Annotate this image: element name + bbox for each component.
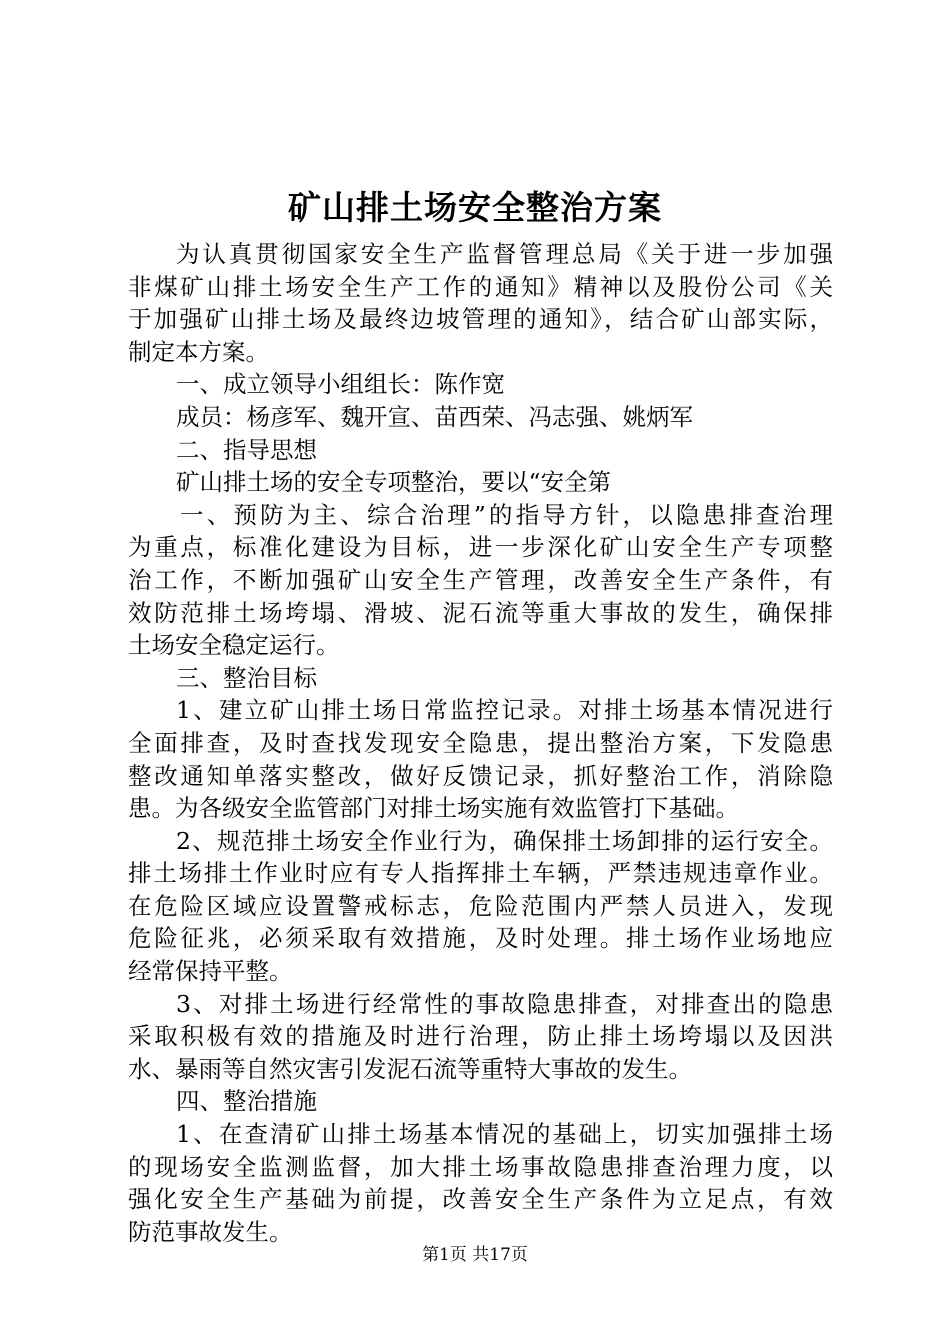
text-line: 治工作，不断加强矿山安全生产管理，改善安全生产条件，有 [128, 565, 833, 594]
text-line: 强化安全生产基础为前提，改善安全生产条件为立足点，有效 [128, 1185, 833, 1214]
text-line: 效防范排土场垮塌、滑坡、泥石流等重大事故的发生，确保排 [128, 598, 833, 627]
text-line: 土场安全稳定运行。 [128, 631, 340, 660]
text-line: 整改通知单落实整改，做好反馈记录，抓好整治工作，消除隐 [128, 761, 833, 790]
text-line: 的现场安全监测监督，加大排土场事故隐患排查治理力度，以 [128, 1152, 833, 1181]
text-line: 全面排查，及时查找发现安全隐患，提出整治方案，下发隐患 [128, 728, 833, 757]
text-line: 成员：杨彦军、魏开宣、苗西荣、冯志强、姚炳军 [176, 402, 693, 431]
text-line: 3、对排土场进行经常性的事故隐患排查，对排查出的隐患 [176, 989, 833, 1018]
page-number: 第1页 共17页 [422, 1245, 528, 1265]
document-body [128, 238, 833, 1248]
text-line: 为认真贯彻国家安全生产监督管理总局《关于进一步加强 [176, 240, 833, 268]
text-line: 经常保持平整。 [128, 957, 293, 986]
text-line: 1、在查清矿山排土场基本情况的基础上，切实加强排土场 [176, 1120, 833, 1149]
text-line: 采取积极有效的措施及时进行治理，防止排土场垮塌以及因洪 [128, 1022, 833, 1051]
text-line: 制定本方案。 [128, 337, 269, 366]
text-line: 为重点，标准化建设为目标，进一步深化矿山安全生产专项整 [128, 533, 833, 562]
text-line: 1、建立矿山排土场日常监控记录。对排土场基本情况进行 [176, 696, 833, 725]
text-line: 排土场排土作业时应有专人指挥排土车辆，严禁违规违章作业。 [128, 859, 833, 888]
text-line: 一、预防为主、综合治理”的指导方针，以隐患排查治理 [180, 500, 833, 529]
document-title: 矿山排土场安全整治方案 [288, 188, 662, 227]
text-line: 危险征兆，必须采取有效措施，及时处理。排土场作业场地应 [128, 924, 833, 953]
section-heading: 三、整治目标 [176, 663, 317, 692]
text-line: 水、暴雨等自然灾害引发泥石流等重特大事故的发生。 [128, 1054, 692, 1083]
section-heading: 一、成立领导小组组长：陈作宽 [176, 370, 505, 399]
text-line: 患。为各级安全监管部门对排土场实施有效监管打下基础。 [128, 794, 739, 823]
text-line: 防范事故发生。 [128, 1217, 293, 1246]
text-line: 在危险区域应设置警戒标志，危险范围内严禁人员进入，发现 [128, 891, 833, 920]
text-line: 2、规范排土场安全作业行为，确保排土场卸排的运行安全。 [176, 826, 833, 855]
section-heading: 四、整治措施 [176, 1087, 317, 1116]
text-line: 于加强矿山排土场及最终边坡管理的通知》，结合矿山部实际， [128, 305, 833, 334]
text-line: 矿山排土场的安全专项整治，要以“安全第 [176, 468, 612, 497]
section-heading: 二、指导思想 [176, 435, 317, 464]
text-line: 非煤矿山排土场安全生产工作的通知》精神以及股份公司《关 [128, 272, 833, 301]
